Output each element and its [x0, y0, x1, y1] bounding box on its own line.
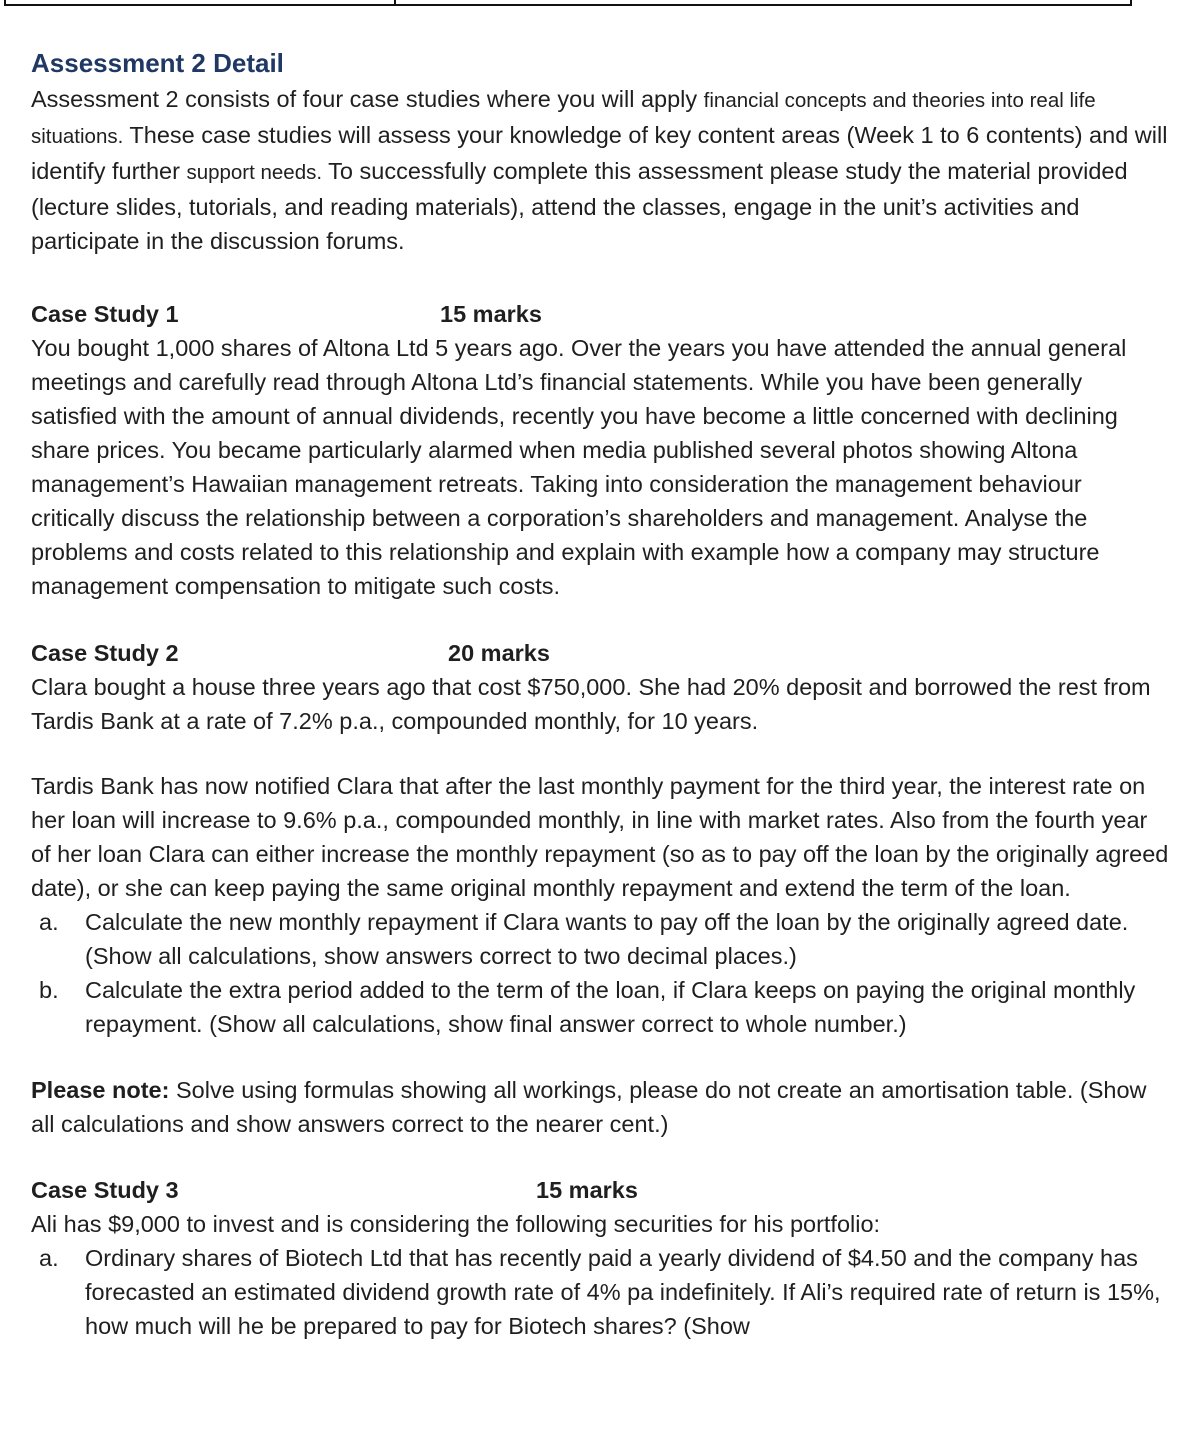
- intro-paragraph: [31, 82, 1171, 258]
- case-study-2-paragraph-1: Clara bought a house three years ago that cost $750,000. She had 20% deposit and borrowed the rest from Tardis Bank at a rate of 7.2% p.a., compounded monthly, for 10 years.: [31, 674, 1151, 734]
- intro-text-4: support needs.: [186, 161, 323, 184]
- document-body: [31, 44, 1171, 1343]
- list-item: [31, 1241, 1171, 1343]
- case-study-1-text: You bought 1,000 shares of Altona Ltd 5 years ago. Over the years you have attended the annual general meetings and carefully read through Altona Ltd’s financial statements. While you have been generally satisfied with the amount of annual dividends, recently you have become a little concerned with declining share prices. You became particularly alarmed when media published several photos showing Altona management’s Hawaiian management retreats. Taking into consideration the management behaviour critically discuss the relationship between a corporation’s shareholders and management. Analyse the problems and costs related to this relationship and explain with example how a company may structure management compensation to mitigate such costs.: [31, 335, 1127, 599]
- case-study-2-heading: [31, 636, 1171, 670]
- please-note-label: Please note:: [31, 1077, 170, 1103]
- case-study-1-heading: [31, 297, 1171, 331]
- list-item-text: Calculate the extra period added to the term of the loan, if Clara keeps on paying the original monthly repayment. (Show all calculations, show final answer correct to whole number.): [85, 977, 1136, 1037]
- case-study-1-title: Case Study 1: [31, 301, 179, 327]
- please-note-text: Solve using formulas showing all workings, please do not create an amortisation table. (Show all calculations and show answers correct to the nearer cent.): [31, 1077, 1147, 1137]
- page-title: Assessment 2 Detail: [31, 48, 284, 78]
- list-item-text: Ordinary shares of Biotech Ltd that has recently paid a yearly dividend of $4.50 and the company has forecasted an estimated dividend growth rate of 4% pa indefinitely. If Ali’s required rate of return is 15%, how much will he be prepared to pay for Biotech shares? (Show: [85, 1245, 1161, 1339]
- list-item-label: a.: [39, 909, 59, 935]
- please-note-paragraph: [31, 1073, 1171, 1141]
- intro-text-2: financial concepts and theories into real life situations.: [31, 89, 1096, 148]
- intro-text-5: To successfully complete this assessment please study the material provided (lecture slides, tutorials, and reading materials), attend the classes, engage in the unit’s activities and participate in the discussion forums.: [31, 158, 1128, 254]
- list-item-text: Calculate the new monthly repayment if Clara wants to pay off the loan by the originally agreed date. (Show all calculations, show answers correct to two decimal places.): [85, 909, 1129, 969]
- list-item: [31, 905, 1171, 973]
- table-divider: [394, 0, 396, 6]
- list-item-label: a.: [39, 1245, 59, 1271]
- top-table-border: [4, 0, 1132, 6]
- case-study-2-title: Case Study 2: [31, 640, 179, 666]
- case-study-3-heading: [31, 1173, 1171, 1207]
- case-study-3-questions: [31, 1241, 1171, 1343]
- case-study-2-questions: [31, 905, 1171, 1041]
- list-item: [31, 973, 1171, 1041]
- list-item-label: b.: [39, 977, 59, 1003]
- case-study-2-marks: 20 marks: [448, 640, 550, 666]
- case-study-2-paragraph-2: Tardis Bank has now notified Clara that after the last monthly payment for the third year, the interest rate on her loan will increase to 9.6% p.a., compounded monthly, in line with market rates. Also from the fourth year of her loan Clara can either increase the monthly repayment (so as to pay off the loan by the originally agreed date), or she can keep paying the same original monthly repayment and extend the term of the loan.: [31, 773, 1169, 901]
- case-study-3-title: Case Study 3: [31, 1177, 179, 1203]
- intro-text-3: These case studies will assess your knowledge of key content areas (Week 1 to 6 contents) and will identify further: [31, 122, 1168, 184]
- case-study-3-marks: 15 marks: [536, 1177, 638, 1203]
- case-study-1-marks: 15 marks: [440, 301, 542, 327]
- intro-text-1: Assessment 2 consists of four case studies where you will apply: [31, 86, 704, 112]
- case-study-3-text: Ali has $9,000 to invest and is considering the following securities for his portfolio:: [31, 1211, 881, 1237]
